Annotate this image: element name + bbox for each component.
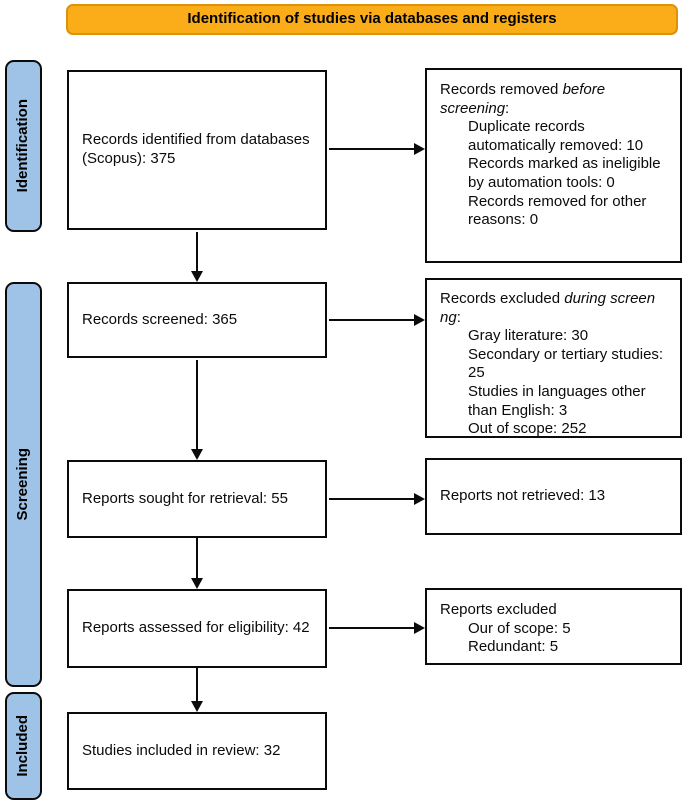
arrow-head-icon <box>414 143 425 155</box>
records-removed-title-suffix: : <box>505 99 510 117</box>
arrow-assessed-to-excluded-reports <box>329 622 425 634</box>
arrow-assessed-to-included <box>191 668 203 712</box>
box-studies-included <box>67 712 327 790</box>
studies-included-text: Studies included in review: 32 <box>82 741 281 759</box>
arrow-identified-to-screened <box>191 232 203 282</box>
banner-label: Identification of studies via databases and registers <box>187 10 557 28</box>
arrow-shaft <box>196 360 198 451</box>
box-records-identified <box>67 70 327 230</box>
arrow-head-icon <box>191 701 203 712</box>
arrow-shaft <box>196 538 198 580</box>
removed-item-automation: Records marked as ineligible by automation tools: 0 <box>468 155 661 191</box>
stage-label-included: Included <box>14 715 32 777</box>
box-reports-excluded <box>425 588 682 665</box>
arrow-head-icon <box>414 314 425 326</box>
box-records-screened <box>67 282 327 358</box>
records-excluded-title <box>440 290 667 327</box>
box-reports-sought <box>67 460 327 538</box>
box-records-removed-before-screening <box>425 68 682 263</box>
excluded-item-out-of-scope: Out of scope: 252 <box>468 420 587 438</box>
box-reports-not-retrieved <box>425 458 682 535</box>
arrow-shaft <box>329 627 416 629</box>
arrow-shaft <box>196 232 198 273</box>
records-excluded-title-suffix: : <box>456 308 461 326</box>
arrow-sought-to-assessed <box>191 538 203 589</box>
arrow-head-icon <box>191 578 203 589</box>
arrow-shaft <box>329 498 416 500</box>
arrow-shaft <box>329 148 416 150</box>
records-identified-text: Records identified from databases (Scopus): 375 <box>82 131 310 167</box>
reports-not-retrieved-text: Reports not retrieved: 13 <box>440 487 606 505</box>
arrow-screened-to-sought <box>191 360 203 460</box>
records-screened-text: Records screened: 365 <box>82 310 238 328</box>
records-removed-title-prefix: Records removed <box>440 81 563 98</box>
records-removed-title-italic: before screening <box>440 81 606 117</box>
reports-sought-text: Reports sought for retrieval: 55 <box>82 489 288 507</box>
stage-tab-included <box>5 692 42 800</box>
arrow-head-icon <box>414 622 425 634</box>
stage-label-identification: Identification <box>14 99 32 193</box>
excluded-item-secondary: Secondary or tertiary studies: 25 <box>468 345 664 382</box>
arrow-shaft <box>196 668 198 703</box>
stage-label-screening: Screening <box>14 448 32 521</box>
excluded-item-gray-literature: Gray literature: 30 <box>468 327 589 345</box>
reports-excluded-item-redundant: Redundant: 5 <box>468 638 559 656</box>
box-reports-assessed <box>67 589 327 668</box>
stage-tab-identification <box>5 60 42 232</box>
removed-item-other: Records removed for other reasons: 0 <box>468 192 647 229</box>
arrow-screened-to-excluded <box>329 314 425 326</box>
arrow-sought-to-not-retrieved <box>329 493 425 505</box>
records-excluded-title-italic: during screen ng <box>440 290 656 326</box>
stage-tab-screening <box>5 282 42 687</box>
box-records-excluded-during-screening <box>425 278 682 438</box>
arrow-identified-to-removed <box>329 143 425 155</box>
removed-item-duplicates: Duplicate records automatically removed: 10 <box>468 118 644 154</box>
arrow-head-icon <box>191 271 203 282</box>
arrow-head-icon <box>414 493 425 505</box>
records-removed-title <box>440 81 667 118</box>
reports-excluded-item-scope: Our of scope: 5 <box>468 619 571 637</box>
banner-identification-via-databases <box>66 4 678 35</box>
excluded-item-language: Studies in languages other than English: 3 <box>468 382 646 419</box>
arrow-head-icon <box>191 449 203 460</box>
arrow-shaft <box>329 319 416 321</box>
reports-assessed-text: Reports assessed for eligibility: 42 <box>82 619 310 637</box>
records-excluded-title-prefix: Records excluded <box>440 290 565 307</box>
reports-excluded-title: Reports excluded <box>440 601 557 618</box>
